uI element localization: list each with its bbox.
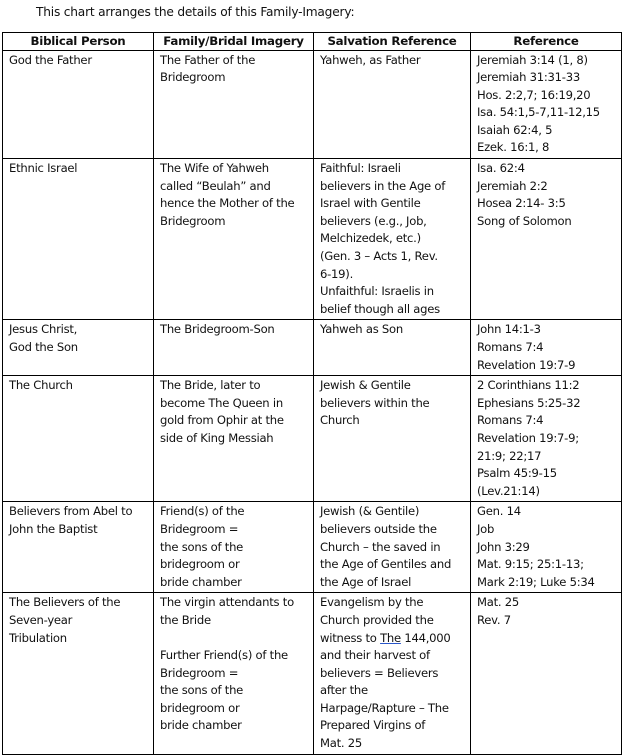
cell-line: believers in the Age of: [320, 178, 446, 193]
cell-line: Jewish & Gentile: [320, 378, 411, 393]
cell-line: Further Friend(s) of the: [160, 648, 288, 663]
cell-line: Mark 2:19; Luke 5:34: [477, 574, 595, 589]
cell-line: Isa. 62:4: [477, 161, 525, 176]
cell-salvation: [314, 159, 471, 320]
cell-line: Ethnic Israel: [9, 161, 78, 176]
family-imagery-table: [2, 32, 622, 755]
cell-line: after the: [320, 683, 368, 698]
table-row: [3, 376, 622, 502]
cell-line: Revelation 19:7-9: [477, 357, 576, 372]
cell-line: The Bride, later to: [160, 378, 261, 393]
header-family-bridal-imagery: Family/Bridal Imagery: [154, 33, 314, 51]
intro-text: This chart arranges the details of this Family-Imagery:: [36, 5, 355, 19]
cell-line: Hos. 2:2,7; 16:19,20: [477, 87, 591, 102]
cell-line: The Believers of the: [9, 595, 121, 610]
cell-line: The virgin attendants to: [160, 595, 294, 610]
cell-line: Yahweh, as Father: [320, 52, 421, 67]
cell-line: Job: [477, 521, 495, 536]
cell-line: 21:9; 22;17: [477, 448, 542, 463]
cell-line: Jewish (& Gentile): [320, 504, 420, 519]
cell-imagery: [154, 159, 314, 320]
cell-line: and their harvest of: [320, 648, 430, 663]
cell-line: Jeremiah 31:31-33: [477, 70, 580, 85]
cell-line: Seven-year: [9, 612, 73, 627]
cell-reference: [471, 159, 622, 320]
cell-line: John 3:29: [477, 539, 530, 554]
cell-reference: [471, 502, 622, 593]
cell-salvation: [314, 502, 471, 593]
cell-line: Jeremiah 2:2: [477, 178, 548, 193]
cell-line: Song of Solomon: [477, 213, 572, 228]
text-fragment: witness to: [320, 630, 381, 645]
cell-line: Jeremiah 3:14 (1, 8): [477, 52, 588, 67]
cell-line: [320, 630, 465, 648]
cell-line: God the Father: [9, 52, 92, 67]
cell-line: bride chamber: [160, 718, 242, 733]
cell-line: John the Baptist: [9, 521, 98, 536]
cell-line: Rev. 7: [477, 612, 511, 627]
cell-line: gold from Ophir at the: [160, 413, 284, 428]
cell-line: Israel with Gentile: [320, 196, 421, 211]
header-salvation-reference: Salvation Reference: [314, 33, 471, 51]
cell-person: [3, 593, 154, 754]
cell-line: Mat. 25: [477, 595, 520, 610]
cell-line: Church provided the: [320, 612, 434, 627]
header-biblical-person: Biblical Person: [3, 33, 154, 51]
cell-line: Tribulation: [9, 630, 67, 645]
cell-person: [3, 502, 154, 593]
cell-line: Gen. 14: [477, 504, 521, 519]
cell-line: bride chamber: [160, 574, 242, 589]
table-row: [3, 50, 622, 159]
cell-line: hence the Mother of the: [160, 196, 295, 211]
cell-line: The Bridegroom-Son: [160, 322, 275, 337]
cell-line: become The Queen in: [160, 395, 283, 410]
cell-person: [3, 50, 154, 159]
cell-line: the Age of Israel: [320, 574, 412, 589]
cell-line: Isa. 54:1,5-7,11-12,15: [477, 105, 600, 120]
cell-person: [3, 320, 154, 376]
cell-imagery: [154, 50, 314, 159]
cell-line: 2 Corinthians 11:2: [477, 378, 580, 393]
cell-imagery: [154, 320, 314, 376]
cell-reference: [471, 50, 622, 159]
underlined-word: The: [380, 630, 401, 645]
table-row: [3, 502, 622, 593]
cell-line: Mat. 25: [320, 736, 363, 751]
text-fragment: 144,000: [400, 630, 451, 645]
cell-salvation: [314, 320, 471, 376]
cell-line: believers (e.g., Job,: [320, 213, 427, 228]
cell-imagery: [154, 593, 314, 754]
cell-line: 6-19).: [320, 266, 354, 281]
cell-line: Romans 7:4: [477, 413, 544, 428]
cell-line: Melchizedek, etc.): [320, 231, 421, 246]
cell-line: Harpage/Rapture – The: [320, 700, 449, 715]
cell-line: Romans 7:4: [477, 340, 544, 354]
cell-line: the Bride: [160, 612, 211, 627]
header-row: [3, 33, 622, 51]
cell-line: The Father of the: [160, 52, 256, 67]
cell-line: Yahweh as Son: [320, 322, 403, 337]
cell-line: bridegroom or: [160, 557, 240, 572]
cell-line: believers outside the: [320, 521, 437, 536]
cell-line: (Lev.21:14): [477, 483, 540, 498]
blank-line: [160, 630, 308, 648]
cell-line: belief though all ages: [320, 301, 440, 316]
cell-imagery: [154, 502, 314, 593]
cell-line: Prepared Virgins of: [320, 718, 426, 733]
cell-line: Bridegroom =: [160, 665, 239, 680]
cell-line: believers within the: [320, 395, 430, 410]
cell-reference: [471, 320, 622, 376]
cell-line: Church – the saved in: [320, 539, 441, 554]
cell-line: Ephesians 5:25-32: [477, 395, 581, 410]
cell-line: bridegroom or: [160, 700, 240, 715]
cell-line: the Age of Gentiles and: [320, 557, 452, 572]
cell-line: The Wife of Yahweh: [160, 161, 269, 176]
table-row: [3, 320, 622, 376]
cell-line: Bridegroom: [160, 213, 226, 228]
cell-line: The Church: [9, 378, 73, 393]
cell-line: John 14:1-3: [477, 322, 541, 337]
cell-salvation: [314, 50, 471, 159]
cell-line: called “Beulah” and: [160, 178, 271, 193]
cell-line: Isaiah 62:4, 5: [477, 122, 553, 137]
cell-line: Hosea 2:14- 3:5: [477, 196, 566, 211]
cell-line: Church: [320, 413, 360, 428]
cell-line: believers = Believers: [320, 665, 439, 680]
cell-line: Bridegroom: [160, 70, 226, 85]
cell-person: [3, 159, 154, 320]
cell-line: God the Son: [9, 340, 78, 354]
cell-line: Ezek. 16:1, 8: [477, 140, 550, 155]
cell-reference: [471, 593, 622, 754]
cell-line: Mat. 9:15; 25:1-13;: [477, 557, 584, 572]
table-row: [3, 159, 622, 320]
cell-line: Bridegroom =: [160, 521, 239, 536]
cell-line: side of King Messiah: [160, 430, 274, 445]
cell-line: the sons of the: [160, 683, 244, 698]
table-row: [3, 593, 622, 754]
cell-line: Psalm 45:9-15: [477, 466, 557, 481]
cell-line: Faithful: Israeli: [320, 161, 401, 176]
cell-imagery: [154, 376, 314, 502]
cell-reference: [471, 376, 622, 502]
cell-line: Friend(s) of the: [160, 504, 245, 519]
cell-line: the sons of the: [160, 539, 244, 554]
header-reference: Reference: [471, 33, 622, 51]
cell-person: [3, 376, 154, 502]
cell-line: Believers from Abel to: [9, 504, 133, 519]
cell-line: Unfaithful: Israelis in: [320, 284, 434, 299]
cell-salvation: [314, 593, 471, 754]
cell-line: Evangelism by the: [320, 595, 424, 610]
cell-line: Revelation 19:7-9;: [477, 430, 579, 445]
cell-salvation: [314, 376, 471, 502]
cell-line: (Gen. 3 – Acts 1, Rev.: [320, 249, 438, 264]
cell-line: Jesus Christ,: [9, 322, 78, 337]
